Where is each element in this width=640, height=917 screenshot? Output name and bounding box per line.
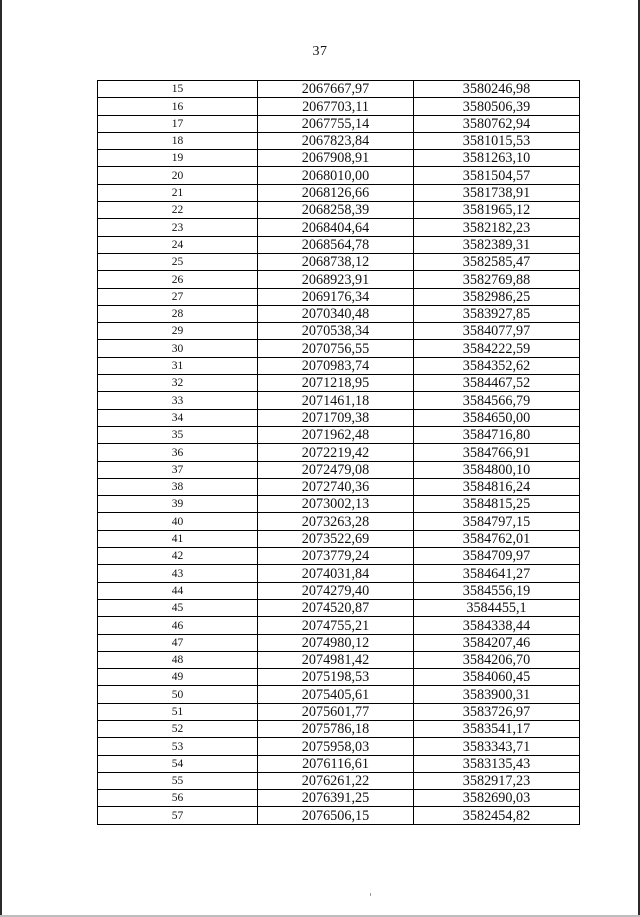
point-number-cell: 42 [98, 548, 258, 565]
point-number-cell: 46 [98, 617, 258, 634]
table-row [98, 772, 580, 789]
point-number-cell: 29 [98, 323, 258, 340]
point-number-cell: 43 [98, 565, 258, 582]
y-coordinate-cell: 3582917,23 [414, 772, 580, 789]
table-row [98, 426, 580, 443]
y-coordinate-cell: 3584556,19 [414, 582, 580, 599]
x-coordinate-cell: 2068126,66 [258, 184, 414, 201]
y-coordinate-cell: 3583927,85 [414, 305, 580, 322]
table-row [98, 375, 580, 392]
x-coordinate-cell: 2069176,34 [258, 288, 414, 305]
y-coordinate-cell: 3584762,01 [414, 530, 580, 547]
point-number-cell: 44 [98, 582, 258, 599]
coordinates-table [97, 80, 580, 825]
point-number-cell: 49 [98, 669, 258, 686]
x-coordinate-cell: 2072740,36 [258, 478, 414, 495]
x-coordinate-cell: 2072479,08 [258, 461, 414, 478]
x-coordinate-cell: 2070983,74 [258, 357, 414, 374]
point-number-cell: 20 [98, 167, 258, 184]
y-coordinate-cell: 3584222,59 [414, 340, 580, 357]
table-row [98, 236, 580, 253]
table-row [98, 115, 580, 132]
y-coordinate-cell: 3580762,94 [414, 115, 580, 132]
y-coordinate-cell: 3581263,10 [414, 150, 580, 167]
x-coordinate-cell: 2076391,25 [258, 790, 414, 807]
y-coordinate-cell: 3584338,44 [414, 617, 580, 634]
x-coordinate-cell: 2076506,15 [258, 807, 414, 824]
table-row [98, 496, 580, 513]
x-coordinate-cell: 2068738,12 [258, 253, 414, 270]
x-coordinate-cell: 2075958,03 [258, 738, 414, 755]
x-coordinate-cell: 2068564,78 [258, 236, 414, 253]
table-row [98, 478, 580, 495]
x-coordinate-cell: 2071218,95 [258, 375, 414, 392]
x-coordinate-cell: 2068258,39 [258, 202, 414, 219]
y-coordinate-cell: 3584207,46 [414, 634, 580, 651]
y-coordinate-cell: 3583135,43 [414, 755, 580, 772]
x-coordinate-cell: 2068923,91 [258, 271, 414, 288]
point-number-cell: 57 [98, 807, 258, 824]
x-coordinate-cell: 2076116,61 [258, 755, 414, 772]
y-coordinate-cell: 3584800,10 [414, 461, 580, 478]
table-row [98, 288, 580, 305]
x-coordinate-cell: 2070340,48 [258, 305, 414, 322]
point-number-cell: 25 [98, 253, 258, 270]
table-row [98, 634, 580, 651]
point-number-cell: 15 [98, 81, 258, 98]
table-row [98, 548, 580, 565]
point-number-cell: 18 [98, 132, 258, 149]
table-row [98, 651, 580, 668]
y-coordinate-cell: 3583900,31 [414, 686, 580, 703]
x-coordinate-cell: 2067908,91 [258, 150, 414, 167]
point-number-cell: 27 [98, 288, 258, 305]
point-number-cell: 55 [98, 772, 258, 789]
y-coordinate-cell: 3582182,23 [414, 219, 580, 236]
table-row [98, 582, 580, 599]
table-row [98, 444, 580, 461]
x-coordinate-cell: 2075601,77 [258, 703, 414, 720]
x-coordinate-cell: 2067703,11 [258, 98, 414, 115]
point-number-cell: 48 [98, 651, 258, 668]
table-row [98, 738, 580, 755]
x-coordinate-cell: 2071461,18 [258, 392, 414, 409]
table-row [98, 703, 580, 720]
point-number-cell: 28 [98, 305, 258, 322]
point-number-cell: 32 [98, 375, 258, 392]
point-number-cell: 45 [98, 599, 258, 616]
point-number-cell: 36 [98, 444, 258, 461]
point-number-cell: 38 [98, 478, 258, 495]
point-number-cell: 53 [98, 738, 258, 755]
x-coordinate-cell: 2067755,14 [258, 115, 414, 132]
y-coordinate-cell: 3582389,31 [414, 236, 580, 253]
x-coordinate-cell: 2074520,87 [258, 599, 414, 616]
table-row [98, 323, 580, 340]
y-coordinate-cell: 3580506,39 [414, 98, 580, 115]
point-number-cell: 30 [98, 340, 258, 357]
table-row [98, 202, 580, 219]
point-number-cell: 19 [98, 150, 258, 167]
coordinates-table-body [98, 81, 580, 825]
table-row [98, 340, 580, 357]
y-coordinate-cell: 3584641,27 [414, 565, 580, 582]
y-coordinate-cell: 3582690,03 [414, 790, 580, 807]
point-number-cell: 22 [98, 202, 258, 219]
table-row [98, 686, 580, 703]
point-number-cell: 23 [98, 219, 258, 236]
y-coordinate-cell: 3584455,1 [414, 599, 580, 616]
table-row [98, 305, 580, 322]
table-row [98, 669, 580, 686]
point-number-cell: 40 [98, 513, 258, 530]
table-row [98, 461, 580, 478]
table-row [98, 790, 580, 807]
x-coordinate-cell: 2073263,28 [258, 513, 414, 530]
point-number-cell: 39 [98, 496, 258, 513]
point-number-cell: 52 [98, 720, 258, 737]
x-coordinate-cell: 2073779,24 [258, 548, 414, 565]
y-coordinate-cell: 3581738,91 [414, 184, 580, 201]
point-number-cell: 47 [98, 634, 258, 651]
table-row [98, 565, 580, 582]
table-row [98, 219, 580, 236]
table-row [98, 755, 580, 772]
table-row [98, 132, 580, 149]
x-coordinate-cell: 2076261,22 [258, 772, 414, 789]
point-number-cell: 35 [98, 426, 258, 443]
y-coordinate-cell: 3584467,52 [414, 375, 580, 392]
table-row [98, 392, 580, 409]
point-number-cell: 24 [98, 236, 258, 253]
table-row [98, 409, 580, 426]
table-row [98, 357, 580, 374]
x-coordinate-cell: 2067823,84 [258, 132, 414, 149]
point-number-cell: 21 [98, 184, 258, 201]
x-coordinate-cell: 2075786,18 [258, 720, 414, 737]
y-coordinate-cell: 3580246,98 [414, 81, 580, 98]
point-number-cell: 34 [98, 409, 258, 426]
y-coordinate-cell: 3583541,17 [414, 720, 580, 737]
x-coordinate-cell: 2074981,42 [258, 651, 414, 668]
x-coordinate-cell: 2067667,97 [258, 81, 414, 98]
point-number-cell: 41 [98, 530, 258, 547]
y-coordinate-cell: 3582986,25 [414, 288, 580, 305]
y-coordinate-cell: 3584815,25 [414, 496, 580, 513]
x-coordinate-cell: 2074755,21 [258, 617, 414, 634]
y-coordinate-cell: 3581504,57 [414, 167, 580, 184]
table-row [98, 807, 580, 824]
x-coordinate-cell: 2075198,53 [258, 669, 414, 686]
y-coordinate-cell: 3584797,15 [414, 513, 580, 530]
y-coordinate-cell: 3581015,53 [414, 132, 580, 149]
table-row [98, 150, 580, 167]
x-coordinate-cell: 2075405,61 [258, 686, 414, 703]
table-row [98, 720, 580, 737]
x-coordinate-cell: 2073522,69 [258, 530, 414, 547]
point-number-cell: 31 [98, 357, 258, 374]
x-coordinate-cell: 2074279,40 [258, 582, 414, 599]
y-coordinate-cell: 3584077,97 [414, 323, 580, 340]
y-coordinate-cell: 3583726,97 [414, 703, 580, 720]
x-coordinate-cell: 2072219,42 [258, 444, 414, 461]
x-coordinate-cell: 2068010,00 [258, 167, 414, 184]
point-number-cell: 54 [98, 755, 258, 772]
y-coordinate-cell: 3582585,47 [414, 253, 580, 270]
table-row [98, 530, 580, 547]
point-number-cell: 51 [98, 703, 258, 720]
y-coordinate-cell: 3584816,24 [414, 478, 580, 495]
table-row [98, 253, 580, 270]
x-coordinate-cell: 2074031,84 [258, 565, 414, 582]
table-row [98, 98, 580, 115]
table-row [98, 81, 580, 98]
table-row [98, 167, 580, 184]
x-coordinate-cell: 2071962,48 [258, 426, 414, 443]
scan-speck [370, 893, 371, 896]
x-coordinate-cell: 2068404,64 [258, 219, 414, 236]
table-row [98, 184, 580, 201]
point-number-cell: 16 [98, 98, 258, 115]
x-coordinate-cell: 2070538,34 [258, 323, 414, 340]
x-coordinate-cell: 2073002,13 [258, 496, 414, 513]
y-coordinate-cell: 3584716,80 [414, 426, 580, 443]
y-coordinate-cell: 3584650,00 [414, 409, 580, 426]
point-number-cell: 17 [98, 115, 258, 132]
y-coordinate-cell: 3582769,88 [414, 271, 580, 288]
point-number-cell: 50 [98, 686, 258, 703]
table-row [98, 599, 580, 616]
table-row [98, 617, 580, 634]
y-coordinate-cell: 3584352,62 [414, 357, 580, 374]
y-coordinate-cell: 3583343,71 [414, 738, 580, 755]
x-coordinate-cell: 2070756,55 [258, 340, 414, 357]
x-coordinate-cell: 2074980,12 [258, 634, 414, 651]
y-coordinate-cell: 3584206,70 [414, 651, 580, 668]
y-coordinate-cell: 3584566,79 [414, 392, 580, 409]
y-coordinate-cell: 3581965,12 [414, 202, 580, 219]
point-number-cell: 33 [98, 392, 258, 409]
y-coordinate-cell: 3584060,45 [414, 669, 580, 686]
y-coordinate-cell: 3584766,91 [414, 444, 580, 461]
table-row [98, 271, 580, 288]
x-coordinate-cell: 2071709,38 [258, 409, 414, 426]
y-coordinate-cell: 3582454,82 [414, 807, 580, 824]
point-number-cell: 56 [98, 790, 258, 807]
point-number-cell: 37 [98, 461, 258, 478]
table-row [98, 513, 580, 530]
point-number-cell: 26 [98, 271, 258, 288]
scan-edge-left [0, 0, 2, 917]
page-number: 37 [312, 44, 328, 59]
y-coordinate-cell: 3584709,97 [414, 548, 580, 565]
